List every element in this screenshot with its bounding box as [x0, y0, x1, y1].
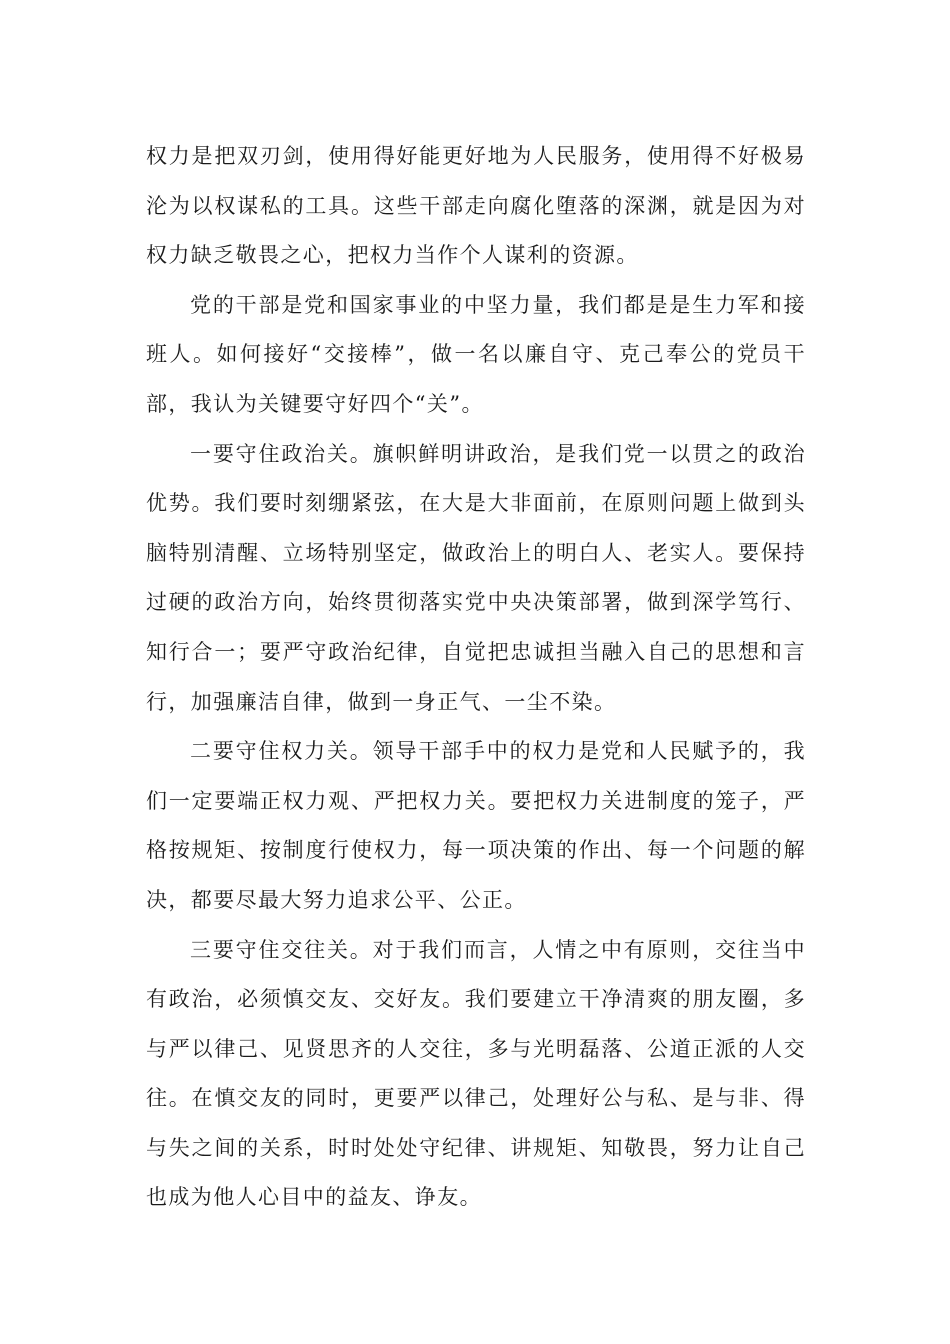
paragraph-power-gate: 二要守住权力关。领导干部手中的权力是党和人民赋予的，我们一定要端正权力观、严把权力关。要把权力关进制度的笼子，严格按规矩、按制度行使权力，每一项决策的作出、每一个问题的解决，都要尽最大努力追求公平、公正。 [146, 739, 806, 912]
body-text [146, 132, 806, 1223]
paragraph-social-gate: 三要守住交往关。对于我们而言，人情之中有原则，交往当中有政治，必须慎交友、交好友。我们要建立干净清爽的朋友圈，多与严以律己、见贤思齐的人交往，多与光明磊落、公道正派的人交往。在慎交友的同时，更要严以律己，处理好公与私、是与非、得与失之间的关系，时时处处守纪律、讲规矩、知敬畏，努力让自己也成为他人心目中的益友、诤友。 [146, 937, 806, 1210]
paragraph-continuation: 权力是把双刃剑，使用得好能更好地为人民服务，使用得不好极易沦为以权谋私的工具。这些干部走向腐化堕落的深渊，就是因为对权力缺乏敬畏之心，把权力当作个人谋利的资源。 [146, 144, 806, 268]
paragraph-cadres: 党的干部是党和国家事业的中坚力量，我们都是是生力军和接班人。如何接好“交接棒”，做一名以廉自守、克己奉公的党员干部，我认为关键要守好四个“关”。 [146, 292, 806, 416]
paragraph-political-gate: 一要守住政治关。旗帜鲜明讲政治，是我们党一以贯之的政治优势。我们要时刻绷紧弦，在大是大非面前，在原则问题上做到头脑特别清醒、立场特别坚定，做政治上的明白人、老实人。要保持过硬的政治方向，始终贯彻落实党中央决策部署，做到深学笃行、知行合一；要严守政治纪律，自觉把忠诚担当融入自己的思想和言行，加强廉洁自律，做到一身正气、一尘不染。 [146, 441, 806, 714]
